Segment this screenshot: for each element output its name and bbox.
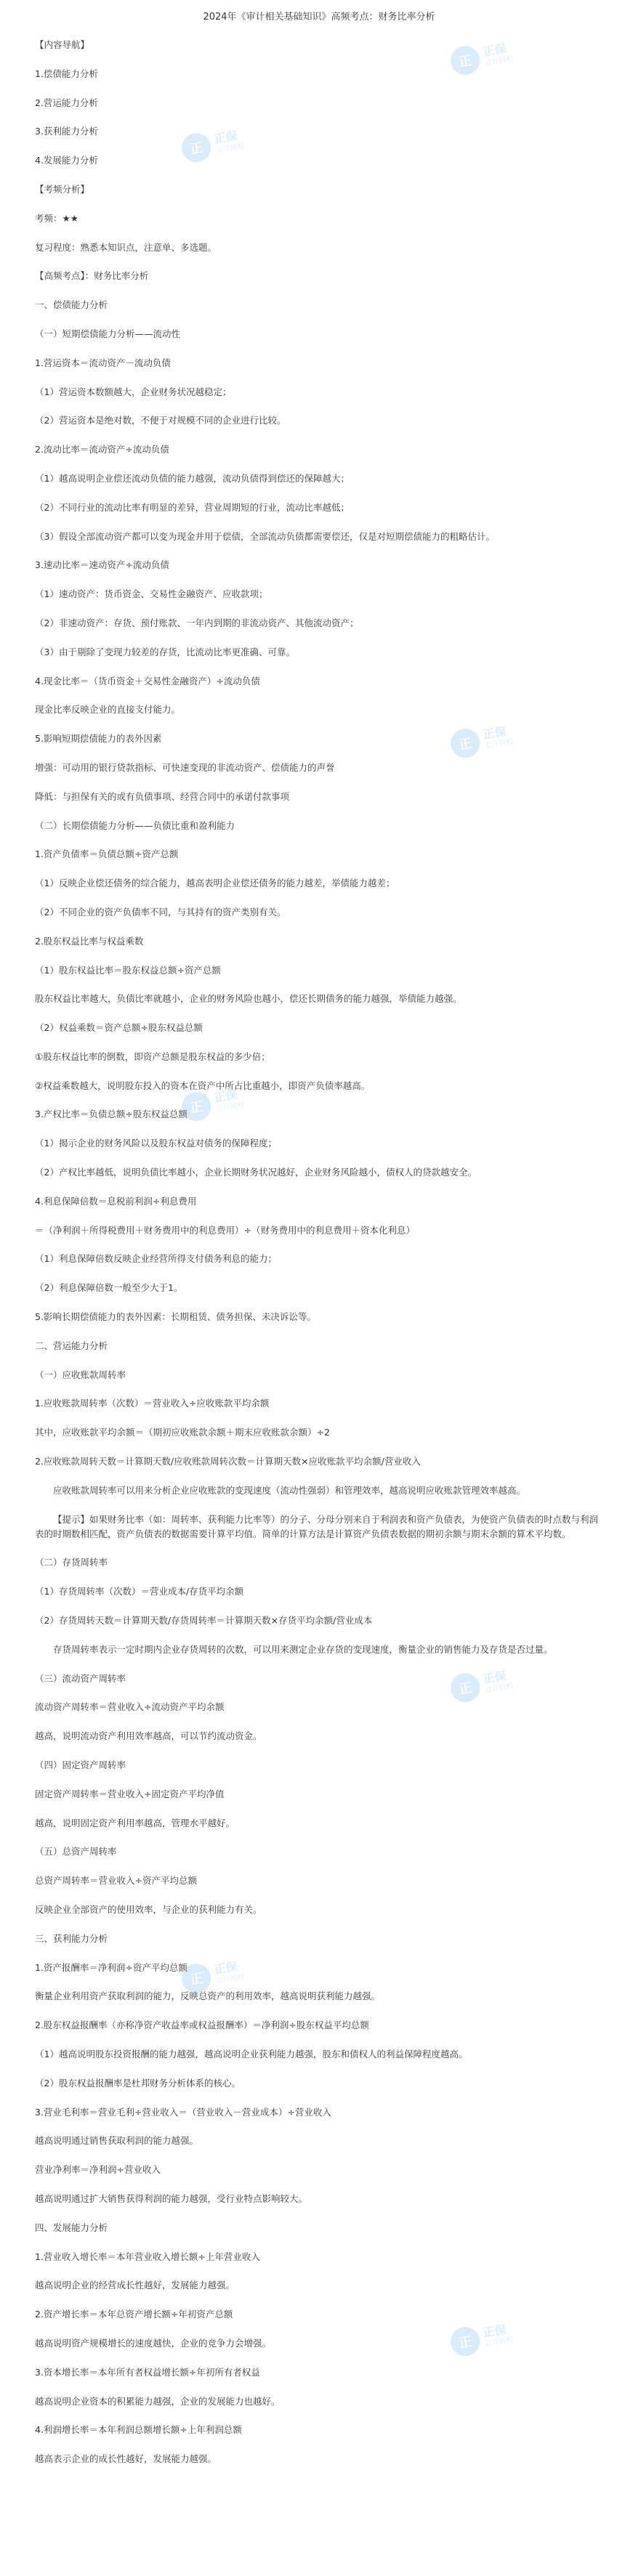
watermark-subtext: 会计网校: [484, 54, 515, 68]
text-line: （2）权益乘数＝资产总额÷股东权益总额: [35, 1022, 203, 1034]
text-line: 应收账款周转率可以用来分析企业应收账款的变现速度（流动性强弱）和管理效率，越高说明应收账款管理效率越高。: [53, 1484, 526, 1496]
text-line: （2）股东权益报酬率是杜邦财务分析体系的核心。: [35, 2077, 241, 2089]
text-line: 3.产权比率＝负债总额÷股东权益总额: [35, 1109, 188, 1120]
text-line: 股东权益比率越大，负债比率就越小，企业的财务风险也越小，偿还长期债务的能力越强，举债能力越强。: [35, 993, 462, 1005]
text-line: 存货周转率表示一定时期内企业存货周转的次数，可以用来测定企业存货的变现速度，衡量企业的销售能力及存货是否过量。: [53, 1643, 553, 1655]
text-line: （2）非速动资产：存货、预付账款、一年内到期的非流动资产、其他流动资产；: [35, 617, 359, 628]
text-line: 2.流动比率＝流动资产÷流动负债: [35, 444, 169, 455]
text-line: 增强：可动用的银行贷款指标、可快速变现的非流动资产、偿债能力的声誉: [35, 761, 335, 773]
watermark-circle-icon: 正: [180, 131, 213, 164]
watermark-circle-icon: 正: [449, 727, 482, 760]
text-line: （1）越高说明企业偿还流动负债的能力越强，流动负债得到偿还的保障越大；: [35, 472, 350, 484]
text-line: 1.偿债能力分析: [35, 68, 98, 79]
text-line: ＝（净利润＋所得税费用＋财务费用中的利息费用）÷（财务费用中的利息费用＋资本化利息）: [35, 1224, 415, 1236]
text-line: （1）股东权益比率＝股东权益总额÷资产总额: [35, 964, 221, 976]
text-line: 2.营运能力分析: [35, 97, 98, 108]
text-line: 二、营运能力分析: [35, 1340, 108, 1351]
text-line: （二）长期偿债能力分析——负债比重和盈利能力: [35, 819, 235, 831]
text-line: （1）反映企业偿还债务的综合能力，越高表明企业偿还债务的能力越差，举债能力越差；: [35, 878, 395, 889]
text-line: 越高表示企业的成长性越好，发展能力越强。: [35, 2453, 217, 2465]
text-line: 越高，说明流动资产利用效率越高，可以节约流动资金。: [35, 1730, 262, 1742]
watermark-text: 正保: [213, 1087, 238, 1105]
watermark-circle-icon: 正: [449, 1672, 482, 1704]
text-line: 【内容导航】: [35, 39, 90, 50]
text-line: （三）流动资产周转率: [35, 1672, 126, 1684]
text-line: 1.资产报酬率＝净利润÷资产平均总额: [35, 1961, 188, 1973]
text-line: 2.应收账款周转天数＝计算期天数/应收账款周转次数＝计算期天数×应收账款平均余额/营业收入: [35, 1456, 421, 1467]
text-line: （2）不同行业的流动比率有明显的差异，营业周期短的行业，流动比率越低；: [35, 501, 350, 513]
text-line: 营业净利率＝净利润÷营业收入: [35, 2164, 161, 2176]
text-line: （二）存货周转率: [35, 1557, 108, 1568]
text-line: 降低：与担保有关的或有负债事项、经营合同中的承诺付款事项: [35, 790, 290, 802]
text-line: （1）营运资本数额越大，企业财务状况越稳定；: [35, 386, 232, 397]
text-line: 4.发展能力分析: [35, 155, 98, 166]
text-line: 越高，说明固定资产利用率越高，管理水平越好。: [35, 1817, 235, 1828]
text-line: （1）越高说明股东投资报酬的能力越强，越高说明企业获利能力越强，股东和债权人的利益保障程度越高。: [35, 2048, 468, 2059]
text-line: 4.利息保障倍数＝息税前利润÷利息费用: [35, 1195, 197, 1207]
watermark-circle-icon: 正: [449, 44, 482, 77]
text-line: 越高说明资产规模增长的速度越快，企业的竞争力会增强。: [35, 2337, 272, 2349]
text-line: 2.股东权益比率与权益乘数: [35, 935, 144, 947]
text-line: 四、发展能力分析: [35, 2221, 108, 2233]
text-line: （1）存货周转率（次数）＝营业成本/存货平均余额: [35, 1586, 244, 1597]
text-line: 2.资产增长率＝本年总资产增长额÷年初资产总额: [35, 2309, 233, 2320]
watermark-subtext: 会计网校: [484, 2336, 515, 2349]
watermark-subtext: 会计网校: [215, 1972, 246, 1985]
text-line: ②权益乘数越大，说明股东投入的资本在资产中所占比重越小，即资产负债率越高。: [35, 1080, 371, 1091]
text-line: 3.速动比率＝速动资产÷流动负债: [35, 559, 169, 571]
text-line: 三、获利能力分析: [35, 1932, 108, 1944]
text-line: （2）存货周转天数＝计算期天数/存货周转率＝计算期天数×存货平均余额/营业成本: [35, 1615, 373, 1627]
text-line: 衡量企业利用资产获取利润的能力，反映总资产的利用效率，越高说明获利能力越强。: [35, 1990, 381, 2002]
text-line: 1.营运资本＝流动资产－流动负债: [35, 357, 171, 368]
watermark-subtext: 会计网校: [484, 1682, 515, 1695]
text-line: 复习程度：熟悉本知识点，注意单、多选题。: [35, 241, 217, 253]
text-line: （2）利息保障倍数一般至少大于1。: [35, 1282, 183, 1294]
text-line: 5.影响长期偿债能力的表外因素：长期租赁、债务担保、未决诉讼等。: [35, 1311, 316, 1323]
text-line: ①股东权益比率的倒数，即资产总额是股东权益的多少倍；: [35, 1050, 270, 1062]
text-line: 反映企业全部资产的使用效率，与企业的获利能力有关。: [35, 1904, 262, 1915]
watermark-text: 正保: [213, 1959, 238, 1977]
text-line: （2）营运资本是绝对数，不便于对规模不同的企业进行比较。: [35, 415, 286, 426]
text-line: 3.资本增长率＝本年所有者权益增长额÷年初所有者权益: [35, 2366, 260, 2378]
page-title: 2024年《审计相关基础知识》高频考点：财务比率分析: [203, 12, 435, 23]
text-line: 越高说明企业资本的积累能力越强，企业的发展能力也越好。: [35, 2395, 281, 2407]
text-line: 总资产周转率＝营业收入÷资产平均总额: [35, 1875, 197, 1887]
text-line: （2）产权比率越低，说明负债比率越小，企业长期财务状况越好，企业财务风险越小，债权人的贷款越安全。: [35, 1167, 477, 1178]
watermark-text: 正保: [482, 1669, 507, 1686]
text-line: 一、偿债能力分析: [35, 299, 108, 311]
text-line: 4.现金比率＝（货币资金＋交易性金融资产）÷流动负债: [35, 675, 260, 686]
watermark-circle-icon: 正: [180, 1962, 213, 1995]
text-line: 考频：★★: [35, 212, 78, 224]
text-line: （1）速动资产：货币资金、交易性金融资产、应收款项；: [35, 588, 268, 600]
text-line: 2.股东权益报酬率（亦称净资产收益率或权益报酬率）＝净利润÷股东权益平均总额: [35, 2020, 369, 2031]
article-body: [35, 38, 603, 2466]
watermark-subtext: 会计网校: [484, 737, 515, 750]
text-line: （1）利息保障倍数反映企业经营所得支付债务利息的能力；: [35, 1253, 277, 1265]
text-line: 【提示】如果财务比率（如：周转率、获利能力比率等）的分子、分母分别来自于利润表和资产负债表，为使资产负债表的时点数与利润表的时期数相匹配，资产负债表的数据需要计算平均值。简单的计算方法是计算资产负债表数据的期初余额与期末余额的算术平均数。: [35, 1513, 599, 1539]
watermark-circle-icon: 正: [180, 1090, 213, 1123]
text-line: 3.获利能力分析: [35, 126, 98, 137]
text-line: （一）应收账款周转率: [35, 1369, 126, 1380]
text-line: （四）固定资产周转率: [35, 1759, 126, 1771]
text-line: （3）假设全部流动资产都可以变为现金并用于偿债，全部流动负债都需要偿还，仅是对短期偿债能力的粗略估计。: [35, 530, 495, 542]
watermark-text: 正保: [482, 41, 507, 59]
watermark-text: 正保: [482, 2322, 507, 2340]
text-line: （2）不同企业的资产负债率不同，与其持有的资产类别有关。: [35, 906, 286, 918]
text-line: （1）揭示企业的财务风险以及股东权益对债务的保障程度；: [35, 1138, 277, 1149]
text-line: 5.影响短期偿债能力的表外因素: [35, 733, 162, 745]
text-line: 1.营业收入增长率＝本年营业收入增长额÷上年营业收入: [35, 2251, 260, 2262]
text-line: 越高说明企业的经营成长性越好，发展能力越强。: [35, 2280, 235, 2291]
watermark-subtext: 会计网校: [215, 1101, 246, 1114]
text-line: 越高说明通过销售获取利润的能力越强。: [35, 2135, 199, 2147]
text-line: 1.应收账款周转率（次数）＝营业收入÷应收账款平均余额: [35, 1398, 270, 1409]
text-line: 其中，应收账款平均余额＝（期初应收账款余额＋期末应收账款余额）÷2: [35, 1427, 330, 1438]
text-line: 1.资产负债率＝负债总额÷资产总额: [35, 848, 179, 860]
text-line: （一）短期偿债能力分析——流动性: [35, 328, 181, 339]
text-line: 【考频分析】: [35, 183, 90, 195]
text-line: （五）总资产周转率: [35, 1846, 117, 1858]
text-line: 越高说明通过扩大销售获得利润的能力越强，受行业特点影响较大。: [35, 2192, 308, 2204]
text-line: 【高频考点】：财务比率分析: [35, 270, 149, 282]
text-line: 固定资产周转率＝营业收入÷固定资产平均净值: [35, 1788, 225, 1799]
watermark-circle-icon: 正: [449, 2325, 482, 2358]
text-line: 流动资产周转率＝营业收入÷流动资产平均余额: [35, 1701, 225, 1713]
text-line: （3）由于剔除了变现力较差的存货，比流动比率更准确、可靠。: [35, 646, 295, 657]
text-line: 现金比率反映企业的直接支付能力。: [35, 704, 181, 716]
watermark-text: 正保: [213, 129, 238, 146]
watermark-subtext: 会计网校: [215, 142, 246, 155]
text-line: 4.利润增长率＝本年利润总额增长额÷上年利润总额: [35, 2424, 242, 2436]
watermark-text: 正保: [482, 724, 507, 742]
text-line: 3.营业毛利率＝营业毛利÷营业收入＝（营业收入－营业成本）÷营业收入: [35, 2106, 331, 2118]
